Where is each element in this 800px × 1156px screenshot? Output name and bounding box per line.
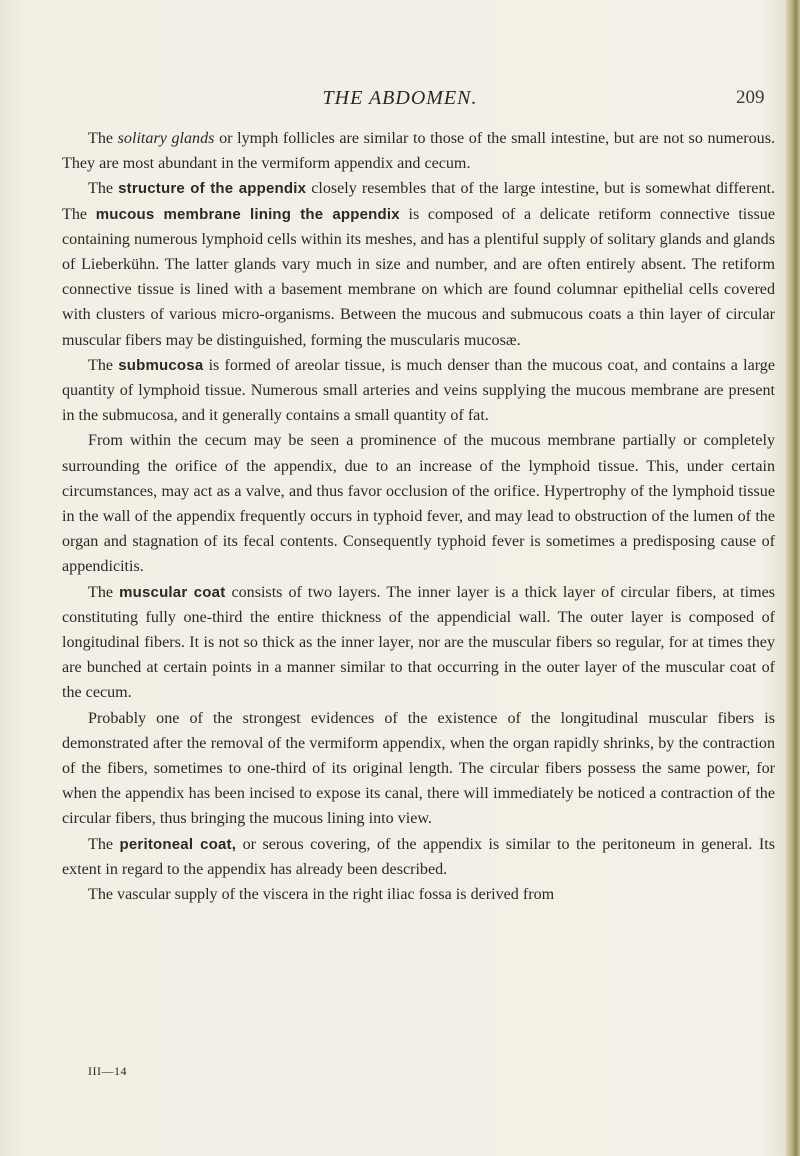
- paragraph-structure-of-appendix: [62, 176, 775, 352]
- term-peritoneal-coat: peritoneal coat,: [119, 835, 237, 853]
- text-run: The: [88, 130, 118, 147]
- running-head: [0, 86, 800, 110]
- text-run: The: [88, 835, 120, 853]
- page-number: 209: [736, 87, 765, 108]
- text-run: The: [88, 356, 119, 374]
- term-structure-of-appendix: structure of the appendix: [118, 180, 307, 198]
- text-run: or lymph follicles are similar to those of the small intestine, but are not so numerous. They are most abundant in the vermiform appendix and cecum.: [62, 130, 776, 173]
- paragraph-submucosa: [62, 353, 775, 429]
- text-run: The: [88, 180, 119, 198]
- signature-mark: III—14: [88, 1064, 127, 1078]
- text-run: is composed of a delicate retiform connective tissue containing numerous lymphoid cells within its meshes, and has a plentiful supply of solitary glands and glands of Lieberkühn. The latter glands vary much in size and number, and are often entirely absent. The retiform connective tissue is lined with a basement membrane on which are found columnar epithelial cells covered with clusters of various micro-organisms. Between the mucous and submucous coats a thin layer of circular muscular fibers may be distinguished, forming the muscularis mucosæ.: [62, 205, 775, 349]
- term-mucous-membrane: mucous membrane lining the appendix: [95, 205, 400, 223]
- paragraph-solitary-glands: [62, 126, 775, 176]
- body-text: [62, 126, 775, 907]
- paragraph-longitudinal-fibers: Probably one of the strongest evidences of the existence of the longitudinal muscular fibers is demonstrated after the removal of the vermiform appendix, when the organ rapidly shrinks, by the contraction of the fibers, sometimes to one-third of its original length. The circular fibers possess the same power, for when the appendix has been incised to expose its canal, there will immediately be noticed a contraction of the circular fibers, thus bringing the mucous lining into view.: [62, 709, 775, 828]
- term-submucosa: submucosa: [118, 356, 204, 374]
- text-run: is formed of areolar tissue, is much denser than the mucous coat, and contains a large quantity of lymphoid tissue. Numerous small arteries and veins supplying the mucous membrane are present in the submucosa, and it generally contains a small quantity of fat.: [62, 356, 776, 425]
- paragraph-muscular-coat: [62, 580, 775, 706]
- paragraph-cecum-prominence: From within the cecum may be seen a prominence of the mucous membrane partially or completely surrounding the orifice of the appendix, due to an increase of the lymphoid tissue. This, under certain circumstances, may act as a valve, and thus favor occlusion of the orifice. Hypertrophy of the lymphoid tissue in the wall of the appendix frequently occurs in typhoid fever, and may lead to obstruction of the lumen of the organ and stagnation of its fecal contents. Consequently typhoid fever is sometimes a predisposing cause of appendicitis.: [62, 432, 775, 576]
- term-muscular-coat: muscular coat: [119, 583, 226, 601]
- running-title: THE ABDOMEN.: [322, 87, 478, 109]
- paragraph-peritoneal-coat: [62, 832, 775, 882]
- text-run: consists of two layers. The inner layer is a thick layer of circular fibers, at times constituting fully one-third the entire thickness of the appendicial wall. The outer layer is composed of longitudinal fibers. It is not so thick as the inner layer, nor are the muscular fibers so regular, for at times they are bunched at certain points in a manner similar to that occurring in the outer layer of the muscular coat of the cecum.: [62, 583, 775, 702]
- paragraph-vascular-supply: The vascular supply of the viscera in the right iliac fossa is derived from: [88, 886, 555, 904]
- text-run: closely resembles that of the large intestine, but is somewhat different. The: [62, 180, 775, 223]
- emphasis-solitary-glands: solitary glands: [117, 130, 215, 147]
- text-run: or serous covering, of the appendix is similar to the peritoneum in general. Its extent in regard to the appendix has already been described.: [62, 835, 775, 878]
- book-spine-edge: [786, 0, 800, 1156]
- text-run: The: [88, 583, 120, 601]
